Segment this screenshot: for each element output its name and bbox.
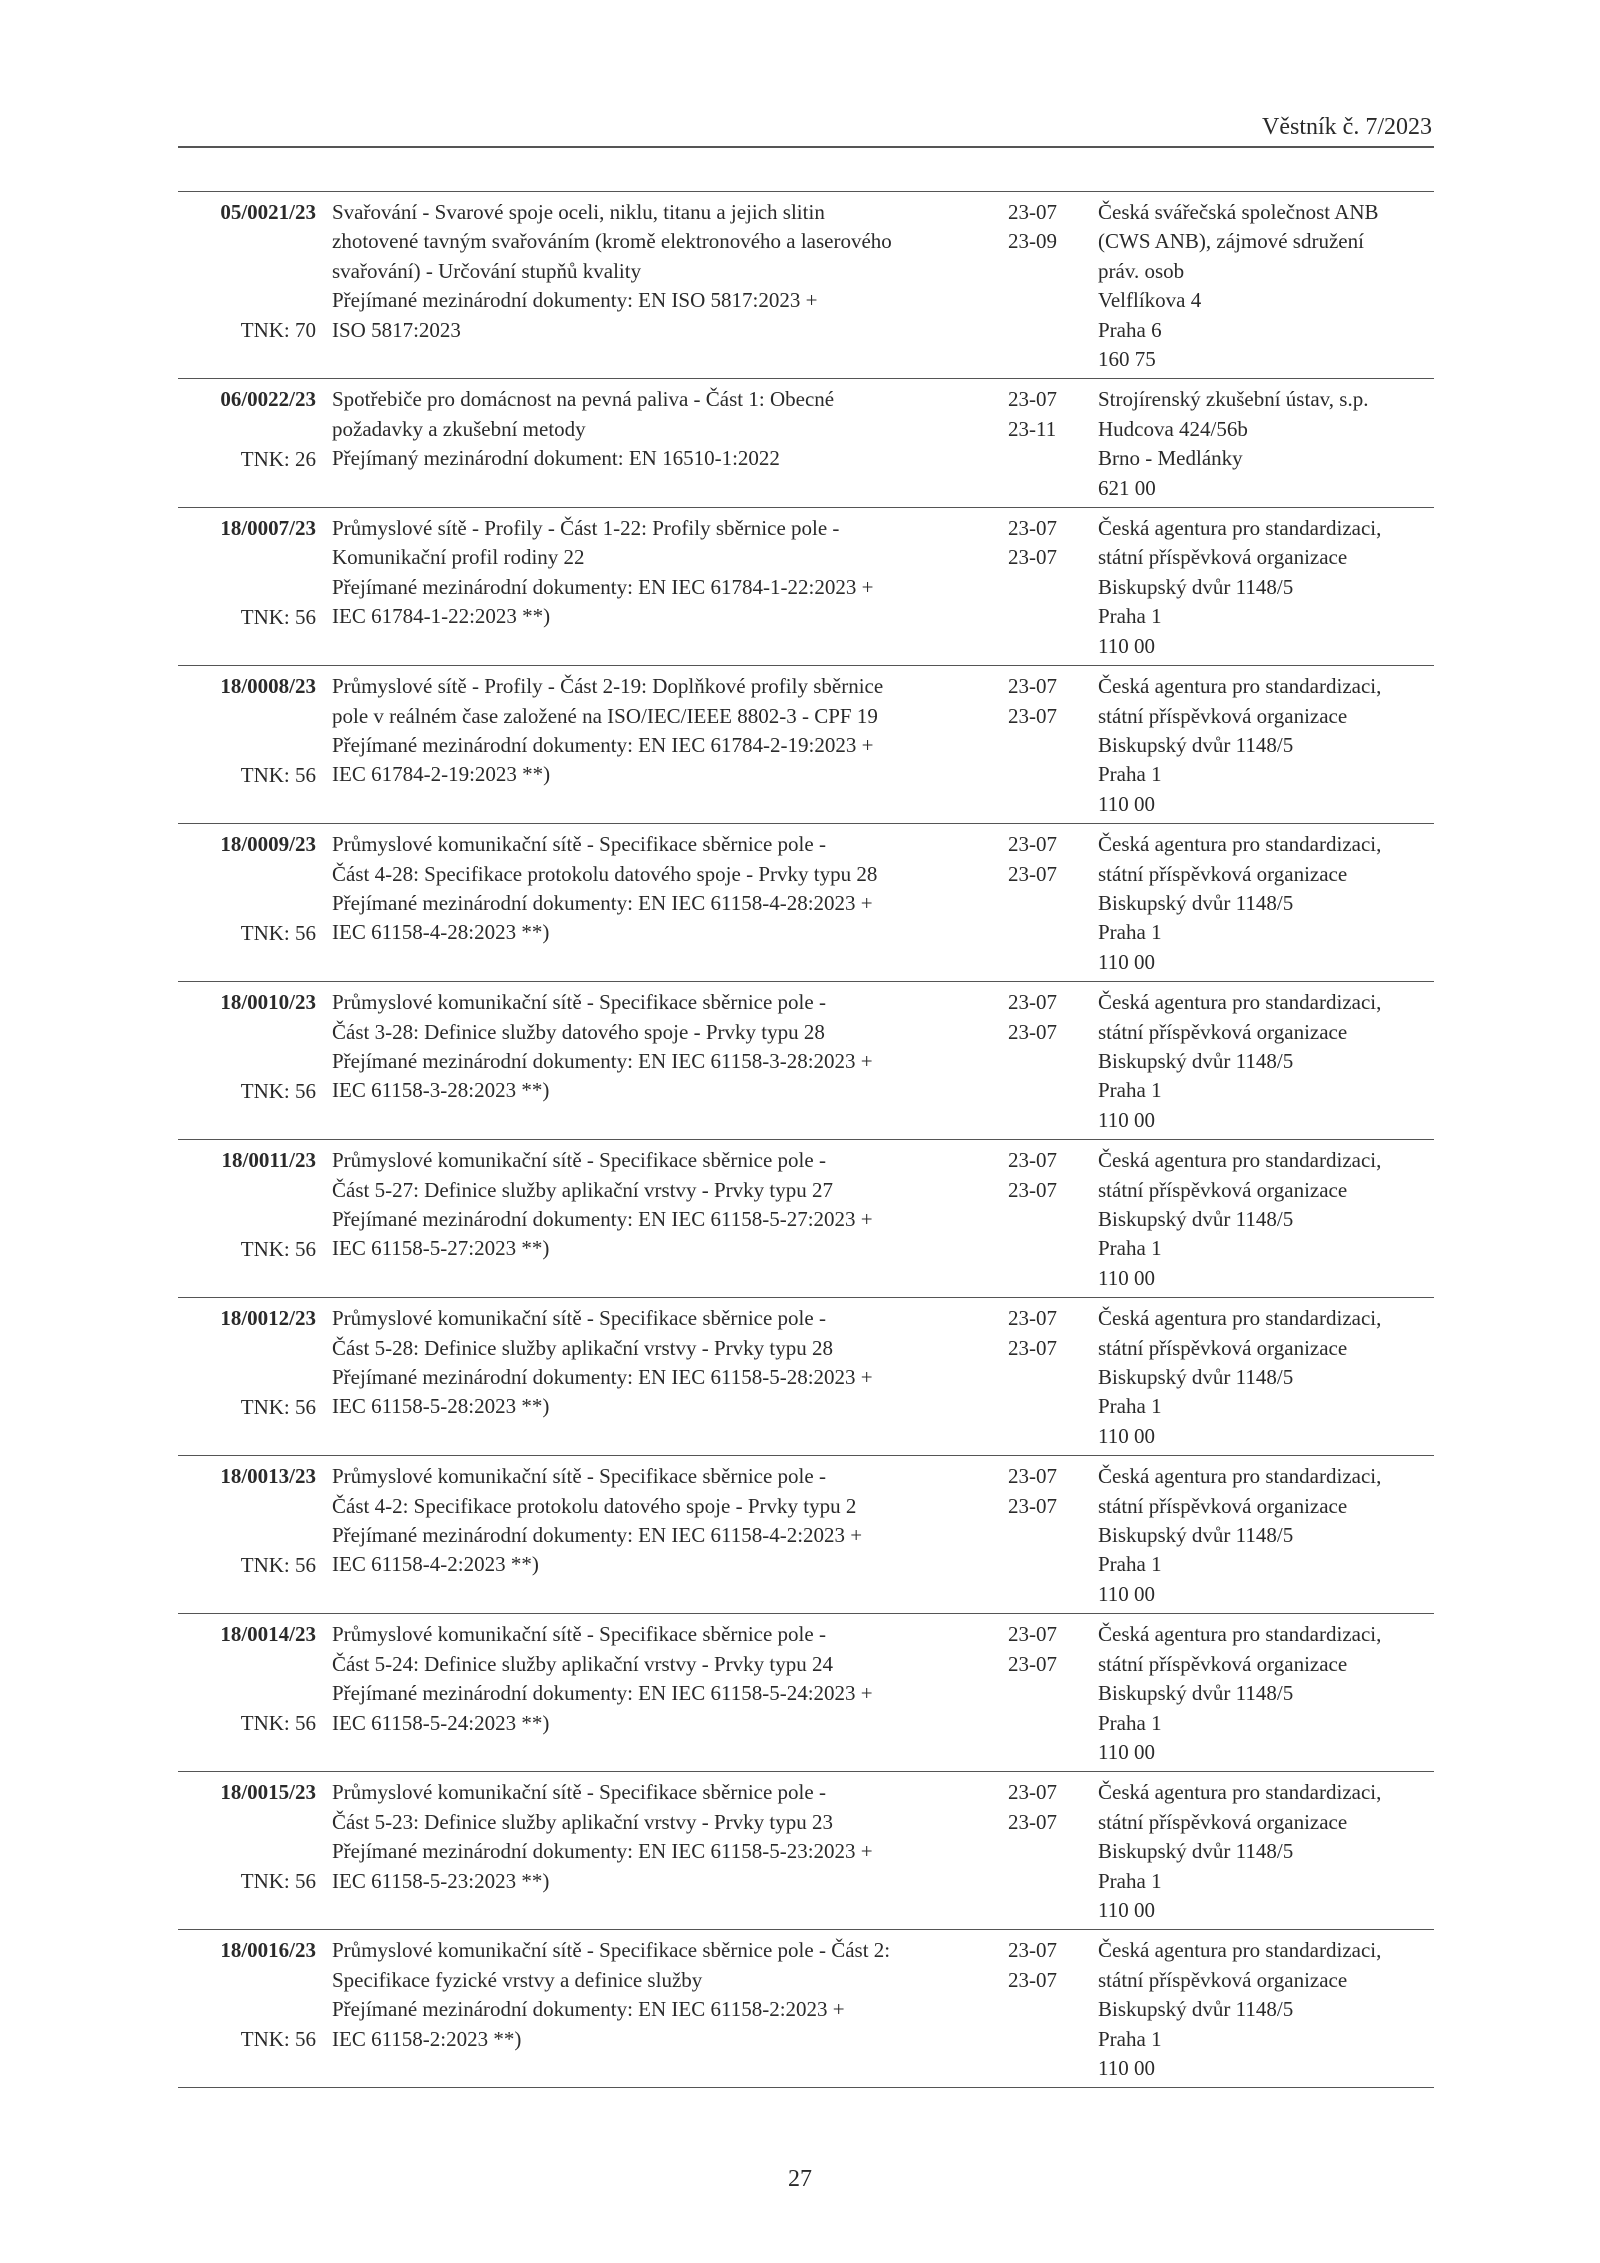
record-row xyxy=(178,982,1434,1140)
record-org-line: 110 00 xyxy=(1098,949,1155,974)
record-id-cell xyxy=(178,1146,326,1293)
record-row xyxy=(178,1456,1434,1614)
record-title xyxy=(326,1304,1000,1451)
record-org-line: Česká agentura pro standardizaci, xyxy=(1098,1780,1382,1805)
record-date: 23-07 xyxy=(1008,1177,1057,1202)
record-dates xyxy=(1000,1462,1090,1609)
record-org-line: Česká agentura pro standardizaci, xyxy=(1098,1622,1382,1647)
record-title-line: Část 3-28: Definice služby datového spoje - Prvky typu 28 xyxy=(332,1019,825,1044)
record-dates xyxy=(1000,1146,1090,1293)
record-org-line: Praha 1 xyxy=(1098,604,1162,629)
record-org-line: státní příspěvková organizace xyxy=(1098,1809,1348,1834)
record-date: 23-07 xyxy=(1008,200,1057,224)
record-org-line: Praha 1 xyxy=(1098,1552,1162,1577)
record-title-line: IEC 61158-4-28:2023 **) xyxy=(332,920,550,945)
record-id-cell xyxy=(178,988,326,1135)
record-id-cell xyxy=(178,672,326,819)
record-org-line: Praha 1 xyxy=(1098,920,1162,945)
record-organization xyxy=(1090,198,1434,374)
record-org-line: Biskupský dvůr 1148/5 xyxy=(1098,1997,1294,2022)
record-org-line: 110 00 xyxy=(1098,1423,1155,1448)
record-title-line: Přejímané mezinárodní dokumenty: EN IEC 61158-5-28:2023 + xyxy=(332,1365,873,1390)
record-title-line: Průmyslové komunikační sítě - Specifikace sběrnice pole - xyxy=(332,1780,826,1805)
record-id-cell xyxy=(178,514,326,661)
record-id-cell xyxy=(178,198,326,374)
record-title xyxy=(326,672,1000,819)
record-org-line: 621 00 xyxy=(1098,475,1156,500)
record-title-line: Přejímané mezinárodní dokumenty: EN IEC 61158-4-2:2023 + xyxy=(332,1523,863,1548)
record-number: 18/0012/23 xyxy=(220,1306,316,1331)
record-title xyxy=(326,385,1000,503)
record-org-line: Biskupský dvůr 1148/5 xyxy=(1098,574,1294,599)
record-organization xyxy=(1090,988,1434,1135)
record-id-cell xyxy=(178,1936,326,2083)
record-title xyxy=(326,1146,1000,1293)
record-org-line: Česká agentura pro standardizaci, xyxy=(1098,1148,1382,1173)
record-org-line: Biskupský dvůr 1148/5 xyxy=(1098,1681,1294,1706)
record-number: 18/0015/23 xyxy=(220,1780,316,1805)
record-number: 18/0007/23 xyxy=(220,516,316,541)
record-title xyxy=(326,1936,1000,2083)
record-number: 18/0013/23 xyxy=(220,1464,316,1489)
record-date: 23-07 xyxy=(1008,1148,1057,1173)
record-dates xyxy=(1000,988,1090,1135)
record-title xyxy=(326,988,1000,1135)
record-row xyxy=(178,824,1434,982)
record-number: 18/0010/23 xyxy=(220,990,316,1015)
record-title-line: Specifikace fyzické vrstvy a definice služby xyxy=(332,1967,703,1992)
record-title-line: Přejímané mezinárodní dokumenty: EN ISO 5817:2023 + xyxy=(332,288,818,313)
record-org-line: Biskupský dvůr 1148/5 xyxy=(1098,1207,1294,1231)
record-number: 18/0008/23 xyxy=(220,674,316,699)
record-organization xyxy=(1090,672,1434,819)
record-tnk: TNK: 56 xyxy=(240,1552,316,1577)
record-tnk: TNK: 56 xyxy=(240,1868,316,1893)
record-org-line: 110 00 xyxy=(1098,1265,1155,1290)
record-title-line: Přejímané mezinárodní dokumenty: EN IEC 61158-5-27:2023 + xyxy=(332,1207,873,1231)
record-dates xyxy=(1000,1936,1090,2083)
record-org-line: státní příspěvková organizace xyxy=(1098,703,1348,728)
record-tnk: TNK: 56 xyxy=(240,1078,316,1103)
record-title-line: Průmyslové komunikační sítě - Specifikace sběrnice pole - xyxy=(332,1306,826,1331)
record-title-line: svařování) - Určování stupňů kvality xyxy=(332,258,642,283)
record-org-line: Hudcova 424/56b xyxy=(1098,416,1248,441)
record-title xyxy=(326,1620,1000,1767)
record-org-line: 110 00 xyxy=(1098,1581,1155,1606)
record-org-line: Biskupský dvůr 1148/5 xyxy=(1098,1048,1294,1073)
record-org-line: práv. osob xyxy=(1098,258,1185,283)
record-organization xyxy=(1090,1778,1434,1925)
record-row xyxy=(178,666,1434,824)
record-organization xyxy=(1090,830,1434,977)
record-row xyxy=(178,1930,1434,2088)
record-org-line: Praha 1 xyxy=(1098,1710,1162,1735)
record-title-line: IEC 61784-1-22:2023 **) xyxy=(332,604,551,629)
record-date: 23-07 xyxy=(1008,1938,1057,1963)
record-org-line: státní příspěvková organizace xyxy=(1098,1177,1348,1202)
record-title-line: Průmyslové komunikační sítě - Specifikace sběrnice pole - xyxy=(332,1148,826,1173)
record-number: 18/0011/23 xyxy=(221,1148,316,1173)
record-org-line: Praha 1 xyxy=(1098,1394,1162,1419)
record-title-line: pole v reálném čase založené na ISO/IEC/IEEE 8802-3 - CPF 19 xyxy=(332,703,878,728)
record-title-line: Průmyslové sítě - Profily - Část 1-22: Profily sběrnice pole - xyxy=(332,516,840,541)
record-org-line: Česká agentura pro standardizaci, xyxy=(1098,990,1382,1015)
record-row xyxy=(178,379,1434,508)
record-org-line: Česká agentura pro standardizaci, xyxy=(1098,832,1382,857)
record-org-line: Praha 1 xyxy=(1098,1078,1162,1103)
record-tnk: TNK: 56 xyxy=(240,604,316,629)
record-row xyxy=(178,1772,1434,1930)
record-title-line: Přejímané mezinárodní dokumenty: EN IEC 61158-5-24:2023 + xyxy=(332,1681,873,1706)
record-org-line: 160 75 xyxy=(1098,347,1156,372)
record-org-line: Česká agentura pro standardizaci, xyxy=(1098,1464,1382,1489)
record-organization xyxy=(1090,385,1434,503)
record-date: 23-07 xyxy=(1008,1306,1057,1331)
record-organization xyxy=(1090,1620,1434,1767)
record-id-cell xyxy=(178,1304,326,1451)
record-title-line: IEC 61784-2-19:2023 **) xyxy=(332,762,551,787)
record-tnk: TNK: 56 xyxy=(240,1710,316,1735)
record-org-line: Praha 1 xyxy=(1098,2026,1162,2051)
record-org-line: státní příspěvková organizace xyxy=(1098,545,1348,570)
record-date: 23-07 xyxy=(1008,516,1057,541)
record-dates xyxy=(1000,1620,1090,1767)
record-title-line: ISO 5817:2023 xyxy=(332,317,461,342)
record-date: 23-07 xyxy=(1008,1335,1057,1360)
record-title-line: Průmyslové komunikační sítě - Specifikace sběrnice pole - xyxy=(332,990,826,1015)
record-id-cell xyxy=(178,1778,326,1925)
record-tnk: TNK: 26 xyxy=(240,446,316,471)
record-row xyxy=(178,1614,1434,1772)
record-date: 23-07 xyxy=(1008,1019,1057,1044)
record-org-line: státní příspěvková organizace xyxy=(1098,861,1348,886)
record-date: 23-07 xyxy=(1008,832,1057,857)
record-org-line: 110 00 xyxy=(1098,1897,1155,1922)
record-org-line: Strojírenský zkušební ústav, s.p. xyxy=(1098,387,1369,412)
record-title-line: zhotovené tavným svařováním (kromě elektronového a laserového xyxy=(332,229,892,254)
records-table xyxy=(178,191,1434,2088)
record-tnk: TNK: 56 xyxy=(240,762,316,787)
record-org-line: Česká agentura pro standardizaci, xyxy=(1098,516,1382,541)
record-date: 23-07 xyxy=(1008,861,1057,886)
record-dates xyxy=(1000,1778,1090,1925)
record-number: 18/0014/23 xyxy=(220,1622,316,1647)
record-title-line: IEC 61158-5-23:2023 **) xyxy=(332,1868,550,1893)
record-title-line: IEC 61158-5-27:2023 **) xyxy=(332,1236,550,1261)
record-title-line: Část 5-23: Definice služby aplikační vrstvy - Prvky typu 23 xyxy=(332,1809,833,1834)
record-tnk: TNK: 56 xyxy=(240,920,316,945)
record-title-line: Přejímané mezinárodní dokumenty: EN IEC 61784-1-22:2023 + xyxy=(332,574,874,599)
record-date: 23-09 xyxy=(1008,229,1057,254)
record-title-line: Přejímané mezinárodní dokumenty: EN IEC 61158-5-23:2023 + xyxy=(332,1839,873,1864)
record-org-line: 110 00 xyxy=(1098,2055,1155,2080)
record-title-line: Část 5-24: Definice služby aplikační vrstvy - Prvky typu 24 xyxy=(332,1651,833,1676)
record-date: 23-07 xyxy=(1008,990,1057,1015)
record-id-cell xyxy=(178,830,326,977)
record-org-line: 110 00 xyxy=(1098,791,1155,816)
record-org-line: Biskupský dvůr 1148/5 xyxy=(1098,1365,1294,1390)
record-org-line: Česká agentura pro standardizaci, xyxy=(1098,1306,1382,1331)
record-org-line: 110 00 xyxy=(1098,1739,1155,1764)
record-date: 23-07 xyxy=(1008,387,1057,412)
record-id-cell xyxy=(178,1462,326,1609)
record-date: 23-07 xyxy=(1008,1967,1057,1992)
record-org-line: 110 00 xyxy=(1098,633,1155,658)
record-title xyxy=(326,1462,1000,1609)
record-dates xyxy=(1000,1304,1090,1451)
record-date: 23-07 xyxy=(1008,674,1057,699)
record-tnk: TNK: 70 xyxy=(240,318,316,343)
record-title-line: Přejímané mezinárodní dokumenty: EN IEC 61158-2:2023 + xyxy=(332,1997,845,2022)
record-number: 06/0022/23 xyxy=(220,387,316,412)
record-organization xyxy=(1090,1936,1434,2083)
record-organization xyxy=(1090,1146,1434,1293)
record-date: 23-11 xyxy=(1008,416,1057,441)
record-number: 18/0009/23 xyxy=(220,832,316,857)
record-title-line: Část 4-2: Specifikace protokolu datového spoje - Prvky typu 2 xyxy=(332,1493,857,1518)
record-org-line: Praha 1 xyxy=(1098,762,1162,787)
record-org-line: Praha 1 xyxy=(1098,1868,1162,1893)
record-org-line: Česká svářečská společnost ANB xyxy=(1098,200,1379,224)
record-title-line: Průmyslové komunikační sítě - Specifikace sběrnice pole - xyxy=(332,1622,826,1647)
record-org-line: Brno - Medlánky xyxy=(1098,446,1243,471)
record-date: 23-07 xyxy=(1008,703,1057,728)
record-org-line: státní příspěvková organizace xyxy=(1098,1335,1348,1360)
record-title-line: Průmyslové komunikační sítě - Specifikace sběrnice pole - xyxy=(332,1464,826,1489)
record-tnk: TNK: 56 xyxy=(240,2026,316,2051)
record-tnk: TNK: 56 xyxy=(240,1236,316,1261)
record-org-line: (CWS ANB), zájmové sdružení xyxy=(1098,229,1364,254)
record-date: 23-07 xyxy=(1008,1780,1057,1805)
record-row xyxy=(178,1298,1434,1456)
record-id-cell xyxy=(178,385,326,503)
record-tnk: TNK: 56 xyxy=(240,1394,316,1419)
record-organization xyxy=(1090,514,1434,661)
record-dates xyxy=(1000,830,1090,977)
record-date: 23-07 xyxy=(1008,1464,1057,1489)
record-org-line: Velflíkova 4 xyxy=(1098,288,1202,313)
record-title-line: Část 4-28: Specifikace protokolu datového spoje - Prvky typu 28 xyxy=(332,861,878,886)
record-title-line: IEC 61158-5-28:2023 **) xyxy=(332,1394,550,1419)
record-id-cell xyxy=(178,1620,326,1767)
record-org-line: Praha 6 xyxy=(1098,317,1162,342)
record-org-line: státní příspěvková organizace xyxy=(1098,1493,1348,1518)
record-title-line: Přejímané mezinárodní dokumenty: EN IEC 61784-2-19:2023 + xyxy=(332,732,874,757)
record-number: 05/0021/23 xyxy=(220,200,316,224)
record-title xyxy=(326,198,1000,374)
record-organization xyxy=(1090,1304,1434,1451)
record-number: 18/0016/23 xyxy=(220,1938,316,1963)
journal-header: Věstník č. 7/2023 xyxy=(1262,114,1432,140)
header-rule xyxy=(178,146,1434,148)
record-org-line: Biskupský dvůr 1148/5 xyxy=(1098,890,1294,915)
record-org-line: Česká agentura pro standardizaci, xyxy=(1098,1938,1382,1963)
record-title-line: Část 5-27: Definice služby aplikační vrstvy - Prvky typu 27 xyxy=(332,1177,833,1202)
record-dates xyxy=(1000,385,1090,503)
record-org-line: státní příspěvková organizace xyxy=(1098,1651,1348,1676)
record-org-line: Biskupský dvůr 1148/5 xyxy=(1098,1523,1294,1548)
record-date: 23-07 xyxy=(1008,1651,1057,1676)
record-dates xyxy=(1000,672,1090,819)
record-date: 23-07 xyxy=(1008,1622,1057,1647)
record-title-line: Spotřebiče pro domácnost na pevná paliva - Část 1: Obecné xyxy=(332,387,835,412)
record-title-line: IEC 61158-3-28:2023 **) xyxy=(332,1078,550,1103)
record-title-line: IEC 61158-4-2:2023 **) xyxy=(332,1552,539,1577)
record-title-line: Přejímaný mezinárodní dokument: EN 16510-1:2022 xyxy=(332,446,780,471)
record-title-line: Průmyslové sítě - Profily - Část 2-19: Doplňkové profily sběrnice xyxy=(332,674,884,699)
record-title-line: Přejímané mezinárodní dokumenty: EN IEC 61158-4-28:2023 + xyxy=(332,890,873,915)
record-title xyxy=(326,514,1000,661)
record-title xyxy=(326,1778,1000,1925)
record-title-line: Část 5-28: Definice služby aplikační vrstvy - Prvky typu 28 xyxy=(332,1335,833,1360)
record-title-line: Průmyslové komunikační sítě - Specifikace sběrnice pole - Část 2: xyxy=(332,1938,891,1963)
record-row xyxy=(178,1140,1434,1298)
record-title-line: Svařování - Svarové spoje oceli, niklu, titanu a jejich slitin xyxy=(332,200,825,224)
record-title-line: IEC 61158-2:2023 **) xyxy=(332,2026,522,2051)
page-number: 27 xyxy=(788,2166,812,2192)
record-org-line: 110 00 xyxy=(1098,1107,1155,1132)
record-title-line: Přejímané mezinárodní dokumenty: EN IEC 61158-3-28:2023 + xyxy=(332,1048,873,1073)
record-org-line: Biskupský dvůr 1148/5 xyxy=(1098,1839,1294,1864)
record-title-line: požadavky a zkušební metody xyxy=(332,416,586,441)
record-title-line: IEC 61158-5-24:2023 **) xyxy=(332,1710,550,1735)
record-date: 23-07 xyxy=(1008,545,1057,570)
record-organization xyxy=(1090,1462,1434,1609)
record-org-line: státní příspěvková organizace xyxy=(1098,1967,1348,1992)
record-dates xyxy=(1000,198,1090,374)
record-row xyxy=(178,192,1434,379)
record-org-line: Česká agentura pro standardizaci, xyxy=(1098,674,1382,699)
record-row xyxy=(178,508,1434,666)
record-org-line: Biskupský dvůr 1148/5 xyxy=(1098,732,1294,757)
record-title-line: Průmyslové komunikační sítě - Specifikace sběrnice pole - xyxy=(332,832,826,857)
record-title xyxy=(326,830,1000,977)
record-dates xyxy=(1000,514,1090,661)
record-title-line: Komunikační profil rodiny 22 xyxy=(332,545,585,570)
record-org-line: Praha 1 xyxy=(1098,1236,1162,1261)
record-date: 23-07 xyxy=(1008,1809,1057,1834)
record-date: 23-07 xyxy=(1008,1493,1057,1518)
record-org-line: státní příspěvková organizace xyxy=(1098,1019,1348,1044)
